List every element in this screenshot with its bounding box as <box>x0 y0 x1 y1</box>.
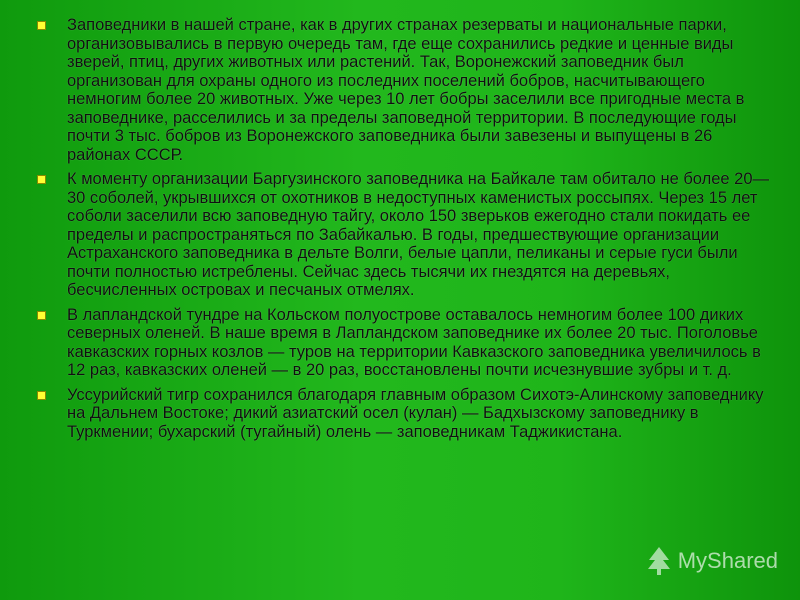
square-bullet-icon <box>37 175 46 184</box>
watermark-text: MyShared <box>677 548 778 573</box>
list-item <box>34 306 774 380</box>
tree-logo-icon <box>646 546 672 576</box>
list-item <box>34 16 774 164</box>
list-item <box>34 386 774 442</box>
bullet-text: В лапландской тундре на Кольском полуострове оставалось немногим более 100 диких северных оленей. В наше время в Лапландском заповеднике их более 20 тыс. Поголовье кавказских горных козлов — туров на территории Кавказского заповедника увеличилось в 12 раз, кавказских оленей — в 20 раз, восстановлены почти исчезнувшие зубры и т. д. <box>67 305 761 379</box>
bullet-text: Уссурийский тигр сохранился благодаря главным образом Сихотэ-Алинскому заповеднику на Дальнем Востоке; дикий азиатский осел (кулан) — Бадхызскому заповеднику в Туркмении; бухарский (тугайный) олень — заповедникам Таджикистана. <box>67 385 764 441</box>
watermark <box>646 546 778 576</box>
square-bullet-icon <box>37 311 46 320</box>
list-item <box>34 170 774 300</box>
bullet-list <box>34 16 774 447</box>
bullet-text: Заповедники в нашей стране, как в других странах резерваты и национальные парки, организовывались в первую очередь там, где еще сохранились редкие и ценные виды зверей, птиц, других животных или растений. Так, Воронежский заповедник был организован для охраны одного из последних поселений бобров, насчитывающего немногим более 20 животных. Уже через 10 лет бобры заселили все пригодные места в заповеднике, расселились и за пределы заповедной территории. В последующие годы почти 3 тыс. бобров из Воронежского заповедника были завезены и выпущены в 26 районах СССР. <box>67 16 745 164</box>
square-bullet-icon <box>37 21 46 30</box>
bullet-text: К моменту организации Баргузинского заповедника на Байкале там обитало не более 20—30 соболей, укрывшихся от охотников в недоступных каменистых россыпях. Через 15 лет соболи заселили всю заповедную тайгу, около 150 зверьков ежегодно стали покидать ее пределы и распространяться по Забайкалью. В годы, предшествующие организации Астраханского заповедника в дельте Волги, белые цапли, пеликаны и серые гуси были почти полностью истреблены. Сейчас здесь тысячи их гнездятся на деревьях, бесчисленных островах и песчаных отмелях. <box>67 170 770 299</box>
square-bullet-icon <box>37 391 46 400</box>
